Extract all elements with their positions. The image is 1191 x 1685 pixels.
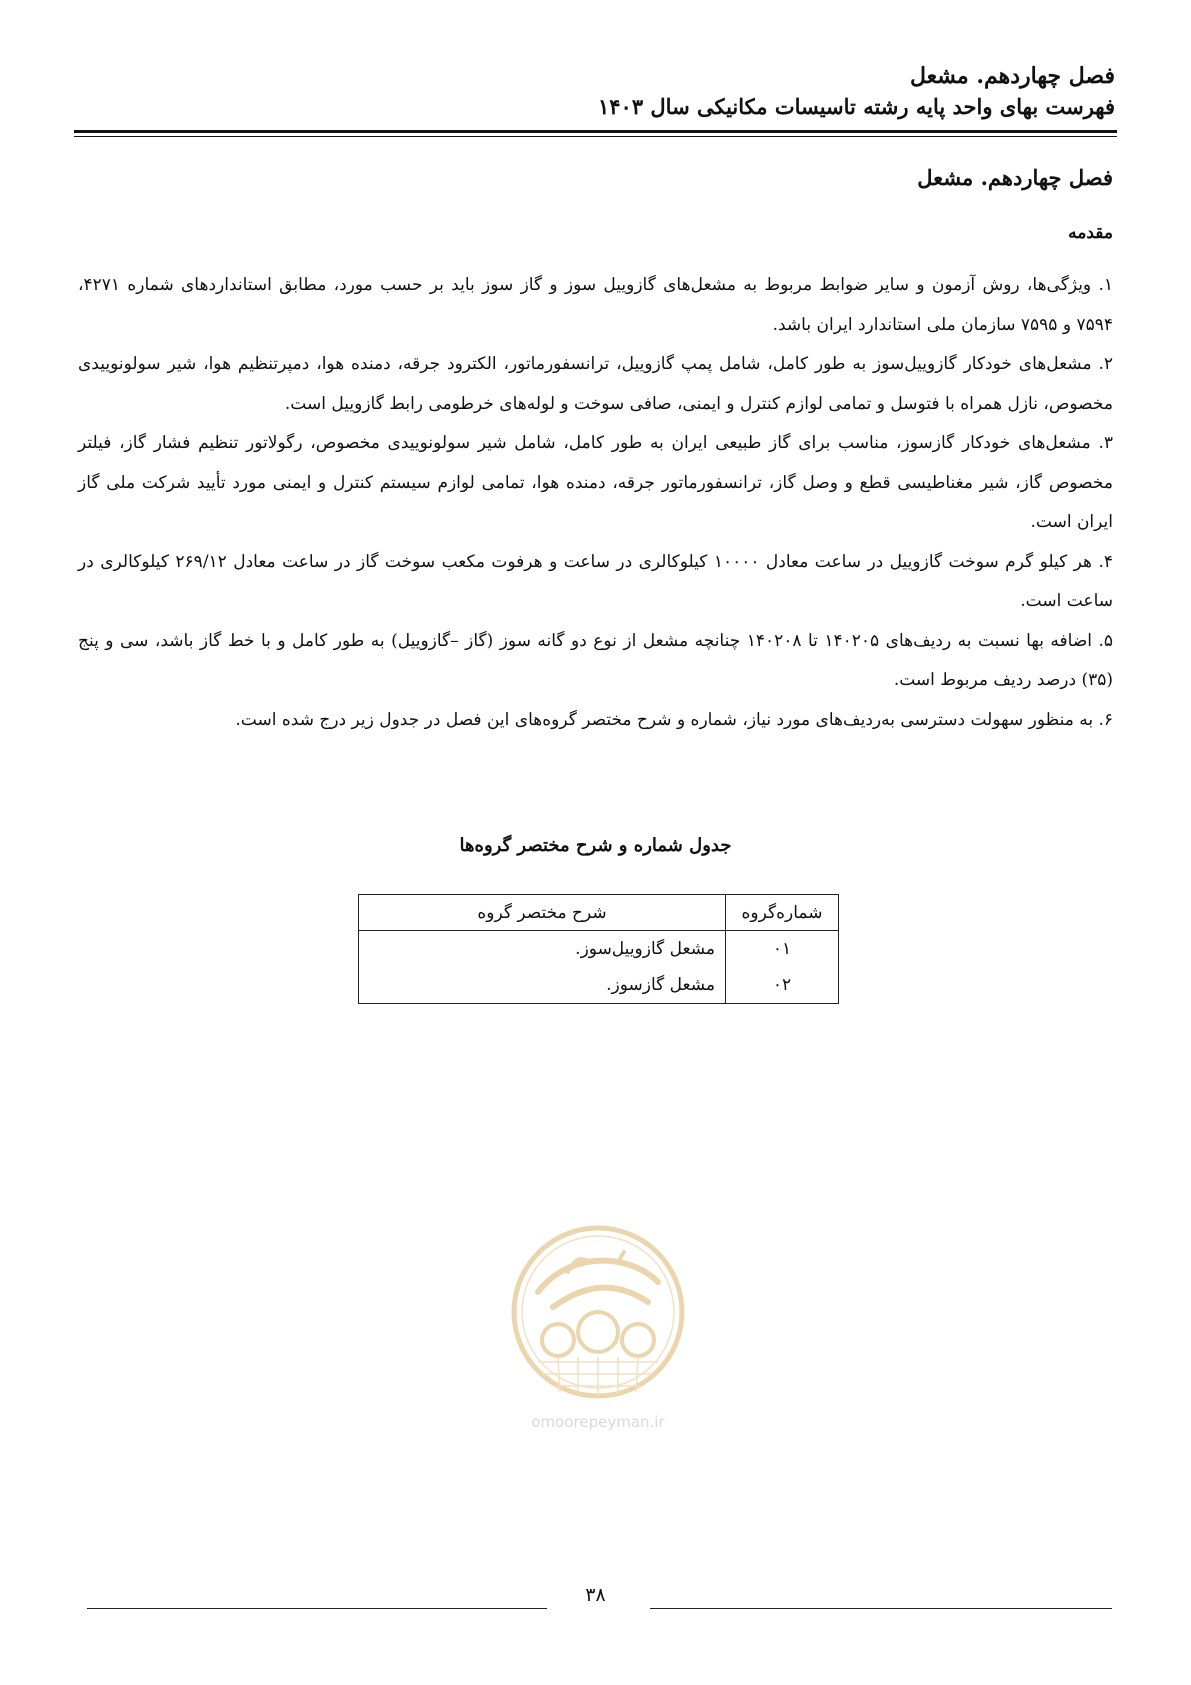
paragraph-5: ۵. اضافه بها نسبت به ردیف‌های ۱۴۰۲۰۵ تا ۱۴۰۲۰۸ چنانچه مشعل از نوع دو گانه سوز (گاز –گازوییل) به طور کامل و با خط گاز باشد، سی و پنج (۳۵) درصد ردیف مربوط است. [78,630,1113,690]
watermark-site-text: omoorepeyman.ir [531,1413,665,1431]
table-row [359,967,839,1004]
intro-body [78,266,1113,740]
header-group-number: شماره‌گروه [726,895,839,931]
paragraph-1: ۱. ویژگی‌ها، روش آزمون و سایر ضوابط مربوط به مشعل‌های گازوییل سوز و گاز سوز باید بر حسب مورد، مطابق استانداردهای شماره ۴۲۷۱، ۷۵۹۴ و ۷۵۹۵ سازمان ملی استاندارد ایران باشد. [78,275,1113,335]
group-number-cell: ۰۱ [726,931,839,968]
header-rule-thin [74,136,1117,137]
header-chapter: فصل چهاردهم. مشعل [909,63,1115,89]
paragraph-2: ۲. مشعل‌های خودکار گازوییل‌سوز به طور کامل، شامل پمپ گازوییل، ترانسفورماتور، الکترود جرقه، دمنده هوا، دمپرتنظیم هوا، شیر سولونوییدی مخصوص، نازل همراه با فتوسل و تمامی لوازم کنترل و ایمنی، صافی سوخت و لوله‌های خرطومی رابط گازوییل است. [78,354,1113,414]
groups-table [358,894,839,1004]
footer-rule-left [87,1608,547,1609]
running-header [75,60,1115,122]
footer-rule-right [650,1608,1112,1609]
paragraph-3: ۳. مشعل‌های خودکار گازسوز، مناسب برای گاز طبیعی ایران به طور کامل، شامل شیر سولونوییدی مخصوص، رگولاتور تنظیم فشار گاز، فیلتر مخصوص گاز، شیر مغناطیسی قطع و وصل گاز، ترانسفورماتور جرقه، دمنده هوا، تمامی لوازم سیستم کنترل و ایمنی مورد تأیید شرکت ملی گاز ایران است. [78,433,1113,532]
intro-heading: مقدمه [1068,223,1113,243]
table-title: جدول شماره و شرح مختصر گروه‌ها [459,835,732,856]
paragraph-4: ۴. هر کیلو گرم سوخت گازوییل در ساعت معادل ۱۰۰۰۰ کیلوکالری در ساعت و هرفوت مکعب سوخت گاز در ساعت معادل ۲۶۹/۱۲ کیلوکالری در ساعت است. [78,551,1114,611]
chapter-title: فصل چهاردهم. مشعل [917,165,1113,190]
header-list-title: فهرست بهای واحد پایه رشته تاسیسات مکانیکی سال ۱۴۰۳ [597,94,1115,119]
group-number-cell: ۰۲ [726,967,839,1004]
table-header-row [359,895,839,931]
header-rule-thick [74,130,1117,133]
table-row [359,931,839,968]
watermark-logo-icon [498,1222,698,1444]
group-description-cell: مشعل گازسوز. [359,967,726,1004]
paragraph-6: ۶. به منظور سهولت دسترسی به‌ردیف‌های مورد نیاز، شماره و شرح مختصر گروه‌های این فصل در جدول زیر درج شده است. [235,709,1113,730]
page-number: ۳۸ [585,1584,606,1606]
group-description-cell: مشعل گازوییل‌سوز. [359,931,726,968]
header-group-description: شرح مختصر گروه [359,895,726,931]
